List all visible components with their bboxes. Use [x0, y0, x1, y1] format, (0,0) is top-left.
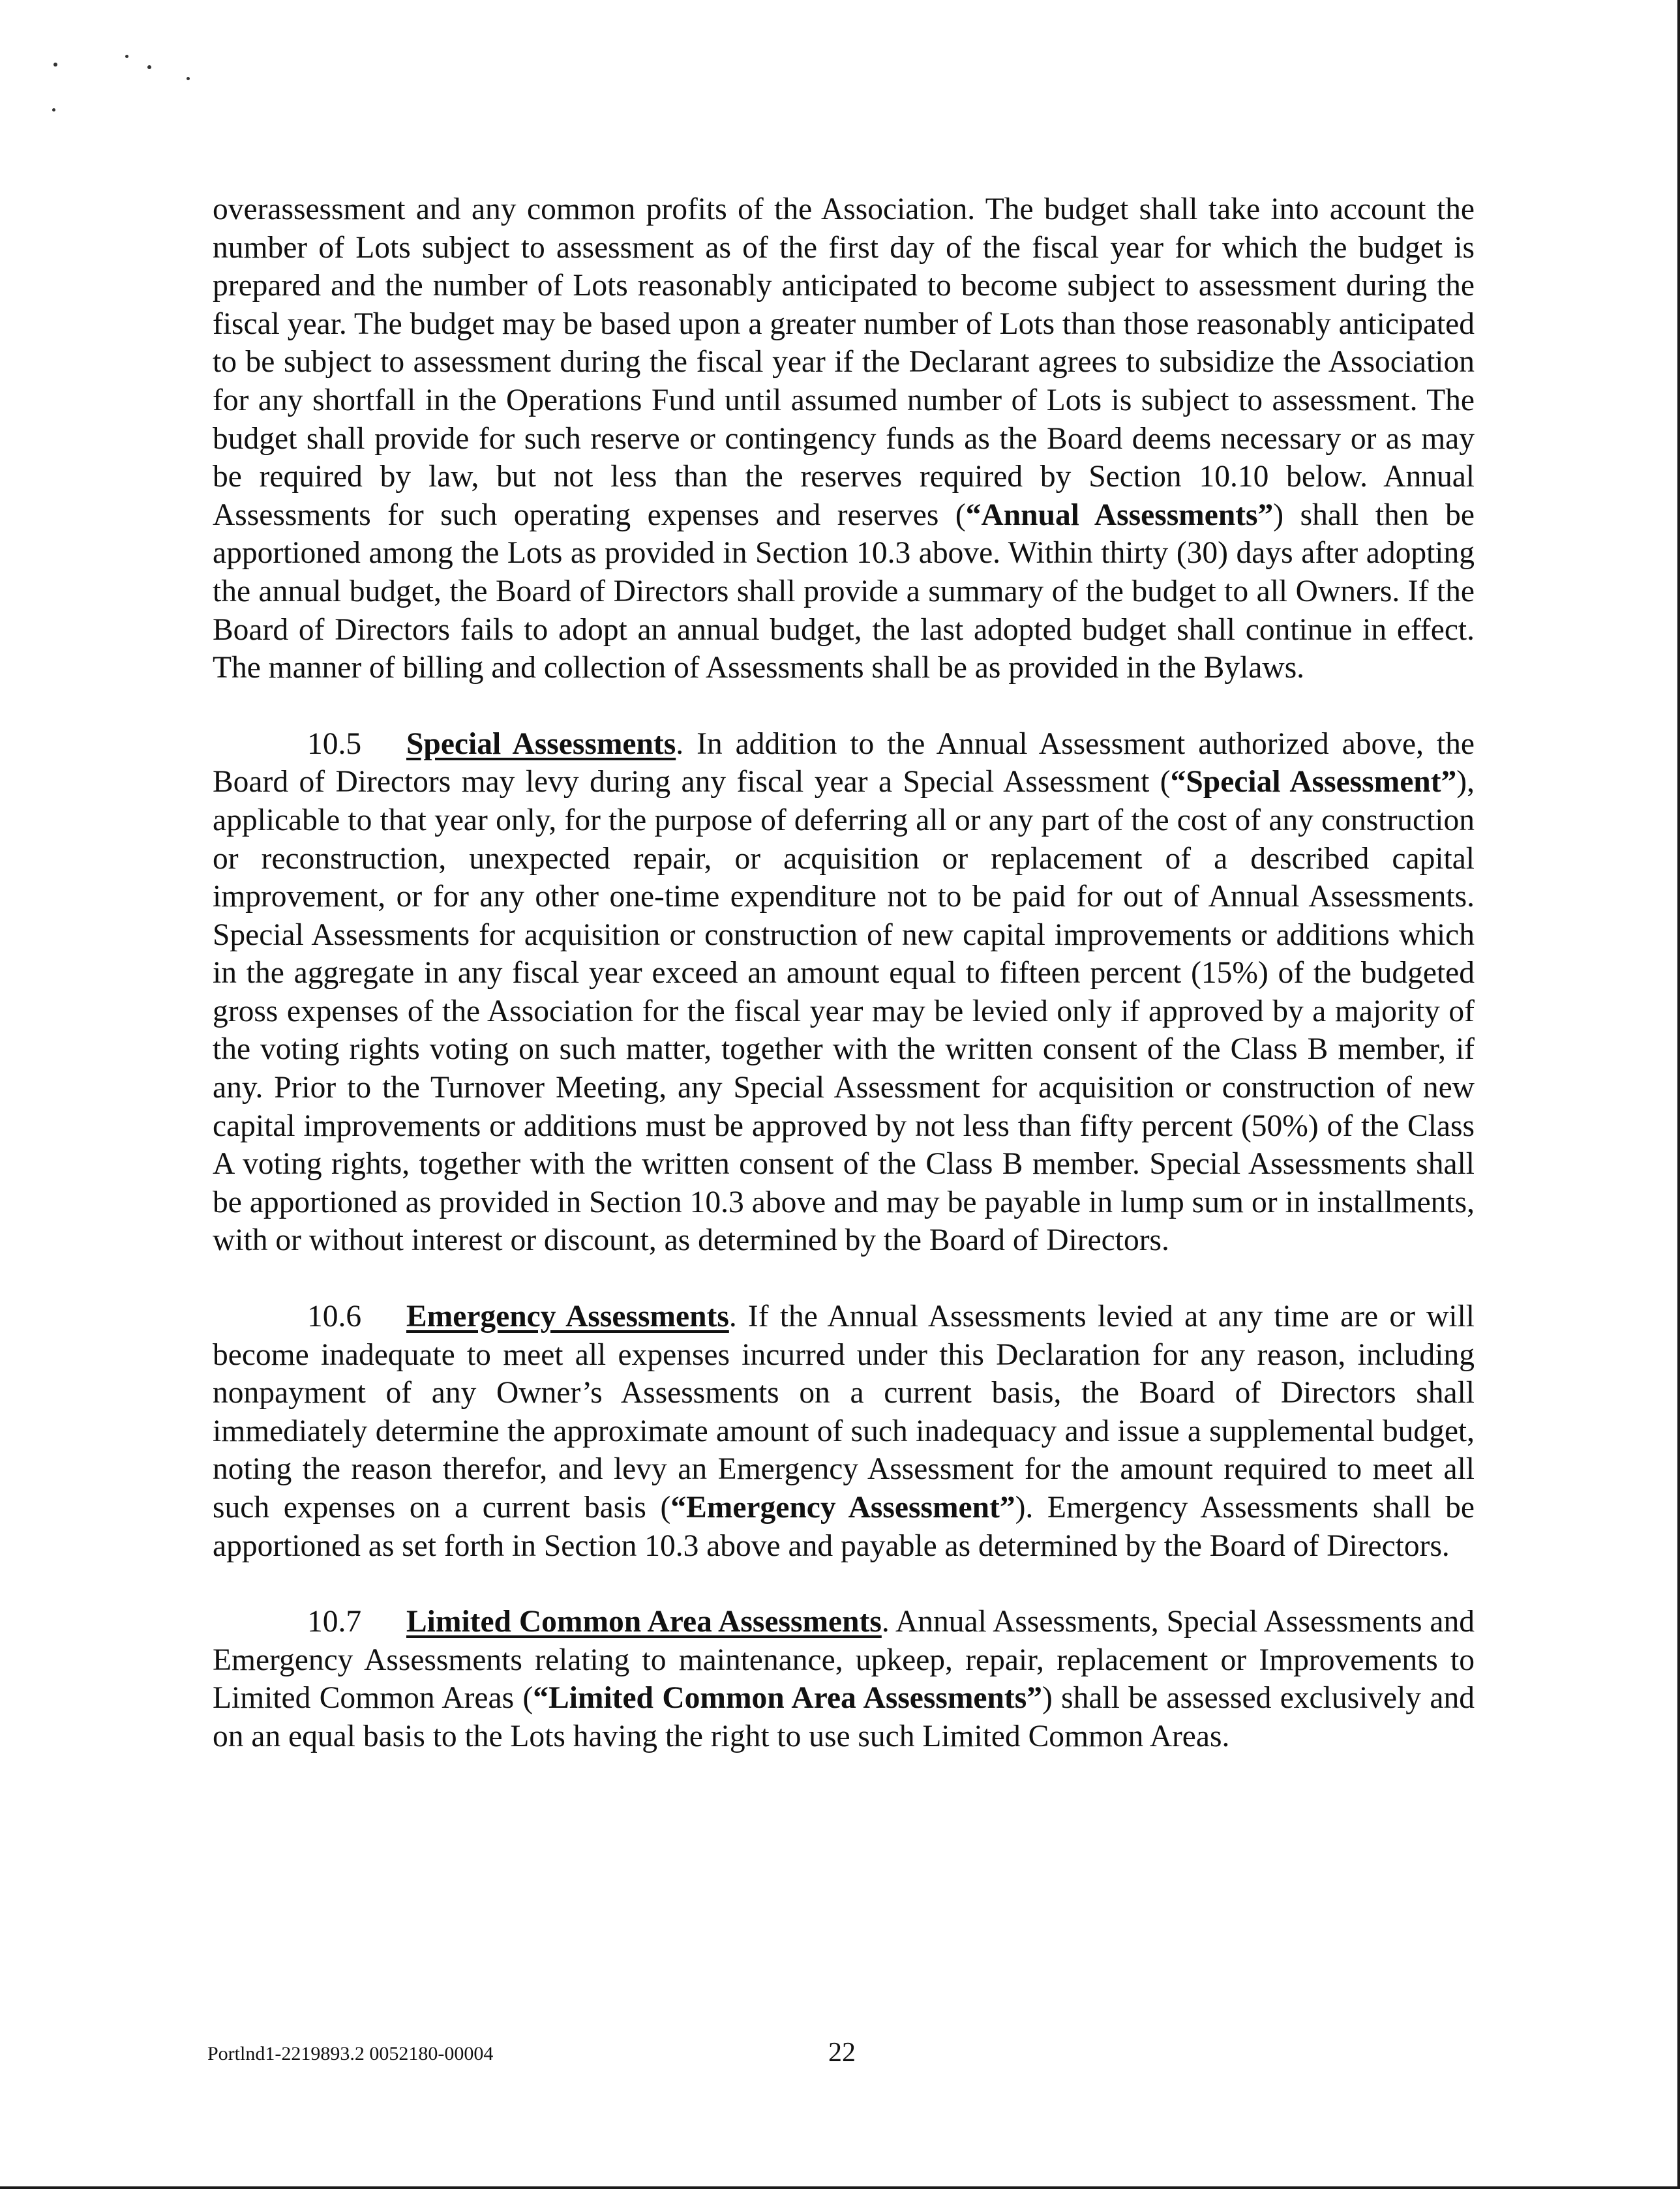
section-10-6 — [213, 1298, 1475, 1565]
defined-term-special-assessment: “Special Assessment” — [1170, 765, 1457, 799]
section-heading: Limited Common Area Assessments — [406, 1605, 882, 1639]
section-text-before: . In addition to the Annual Assessment authorized above, the Board of Directors may levy during any fiscal year a Special Assessment ( — [213, 726, 1475, 799]
footer-document-id: Portlnd1-2219893.2 0052180-00004 — [207, 2043, 494, 2064]
section-text-after: ), applicable to that year only, for the purpose of deferring all or any part of the cost of any construction or reconstruction, unexpected repair, or acquisition or replacement of a described capital improvement, or for any other one-time expenditure not to be paid for out of Annual Assessments. Special Assessments for acquisition or construction of new capital improvements or additions which in the aggregate in any fiscal year exceed an amount equal to fifteen percent (15%) of the budgeted gross expenses of the Association for the fiscal year may be levied only if approved by a majority of the voting rights voting on such matter, together with the written consent of the Class B member, if any. Prior to the Turnover Meeting, any Special Assessment for acquisition or construction of new capital improvements or additions must be approved by not less than fifty percent (50%) of the Class A voting rights, together with the written consent of the Class B member. Special Assessments shall be apportioned as provided in Section 10.3 above and may be payable in lump sum or in installments, with or without interest or discount, as determined by the Board of Directors. — [213, 765, 1475, 1258]
section-text-after: ). Emergency Assessments shall be apportioned as set forth in Section 10.3 above and payable as determined by the Board of Directors. — [213, 1491, 1475, 1563]
section-text-after: ) shall be assessed exclusively and on an equal basis to the Lots having the right to use such Limited Common Areas. — [213, 1681, 1475, 1753]
section-text-before: . Annual Assessments, Special Assessments and Emergency Assessments relating to maintenance, upkeep, repair, replacement or Improvements to Limited Common Areas ( — [213, 1605, 1475, 1716]
scan-speck — [53, 63, 57, 67]
scan-speck — [52, 108, 55, 112]
section-number: 10.6 — [307, 1300, 362, 1334]
section-10-7 — [213, 1603, 1475, 1755]
scan-speck — [147, 65, 151, 69]
page-number: 22 — [828, 2038, 856, 2068]
document-body — [213, 190, 1475, 1794]
section-number: 10.7 — [307, 1605, 362, 1639]
section-10-5 — [213, 725, 1475, 1260]
section-heading: Emergency Assessments — [406, 1300, 729, 1334]
paragraph-text-after: ) shall then be apportioned among the Lots as provided in Section 10.3 above. Within thirty (30) days after adopting the annual budget, the Board of Directors shall provide a summary of the budget to all Owners. If the Board of Directors fails to adopt an annual budget, the last adopted budget shall continue in effect. The manner of billing and collection of Assessments shall be as provided in the Bylaws. — [213, 498, 1475, 685]
defined-term-emergency-assessment: “Emergency Assessment” — [670, 1491, 1015, 1525]
scan-speck — [125, 55, 128, 58]
scan-speck — [187, 77, 190, 80]
paragraph-continuation — [213, 190, 1475, 687]
defined-term-limited-common-area-assessments: “Limited Common Area Assessments” — [533, 1681, 1042, 1716]
section-text-before: . If the Annual Assessments levied at any time are or will become inadequate to meet all expenses incurred under this Declaration for any reason, including nonpayment of any Owner’s Assessments on a current basis, the Board of Directors shall immediately determine the approximate amount of such inadequacy and issue a supplemental budget, noting the reason therefor, and levy an Emergency Assessment for the amount required to meet all such expenses on a current basis ( — [213, 1300, 1475, 1525]
paragraph-text: overassessment and any common profits of the Association. The budget shall take into account the number of Lots subject to assessment as of the first day of the fiscal year for which the budget is prepared and the number of Lots reasonably anticipated to become subject to assessment during the fiscal year. The budget may be based upon a greater number of Lots than those reasonably anticipated to be subject to assessment during the fiscal year if the Declarant agrees to subsidize the Association for any shortfall in the Operations Fund until assumed number of Lots is subject to assessment. The budget shall provide for such reserve or contingency funds as the Board deems necessary or as may be required by law, but not less than the reserves required by Section 10.10 below. Annual Assessments for such operating expenses and reserves ( — [213, 192, 1475, 532]
defined-term-annual-assessments: “Annual Assessments” — [965, 498, 1274, 532]
section-heading: Special Assessments — [406, 726, 676, 761]
section-number: 10.5 — [307, 726, 362, 761]
